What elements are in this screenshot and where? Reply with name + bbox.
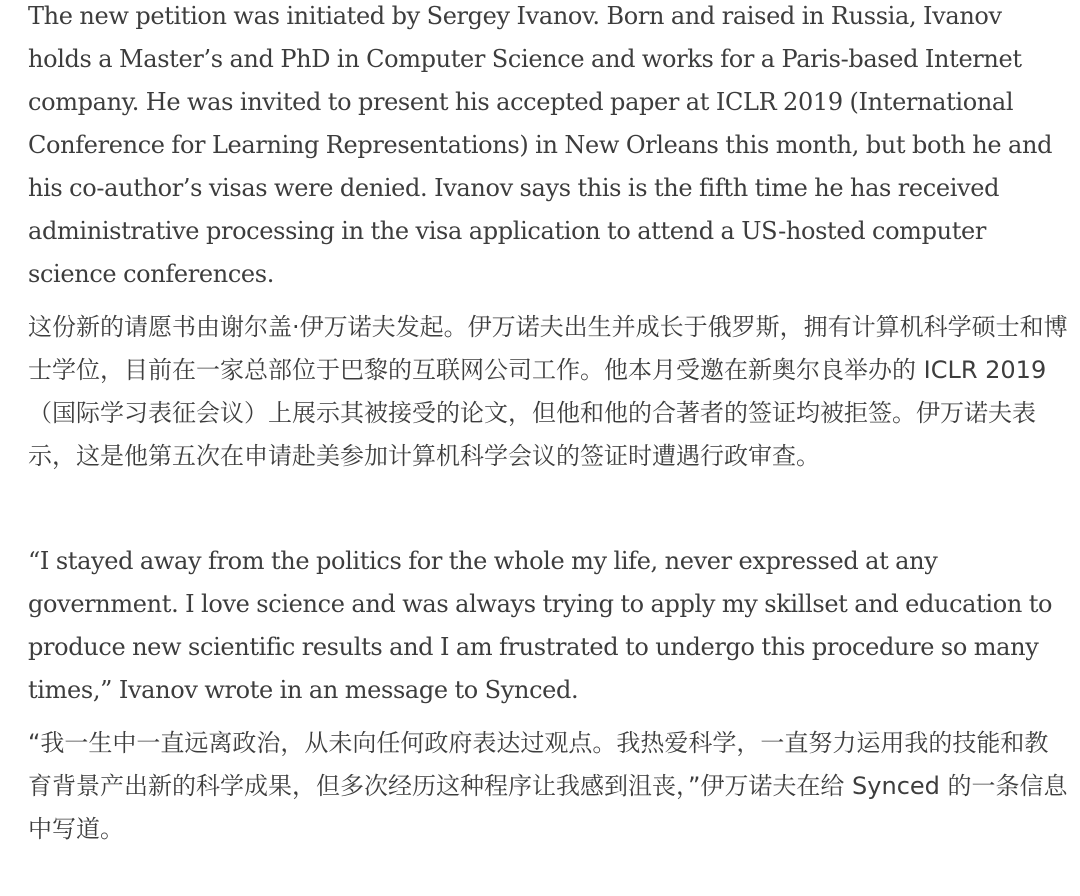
paragraph-chinese-quote: “我一生中一直远离政治，从未向任何政府表达过观点。我热爱科学，一直努力运用我的技能和教育背景产出新的科学成果，但多次经历这种程序让我感到沮丧，”伊万诺夫在给 Synced 的一条信息中写道。	[28, 729, 1068, 843]
paragraph-english-petition: The new petition was initiated by Sergey Ivanov. Born and raised in Russia, Ivanov holds a Master’s and PhD in Computer Science and works for a Paris-based Internet company. He was invited to present his accepted paper at ICLR 2019 (International Conference for Learning Representations) in New Orleans this month, but both he and his co-author’s visas were denied. Ivanov says this is the fifth time he has received administrative processing in the visa application to attend a US-hosted computer science conferences.	[28, 2, 1053, 288]
paragraph-english-quote: “I stayed away from the politics for the whole my life, never expressed at any government. I love science and was always trying to apply my skillset and education to produce new scientific results and I am frustrated to undergo this procedure so many times,” Ivanov wrote in an message to Synced.	[28, 547, 1053, 704]
article-body	[28, 0, 1068, 851]
paragraph-chinese-petition: 这份新的请愿书由谢尔盖·伊万诺夫发起。伊万诺夫出生并成长于俄罗斯，拥有计算机科学硕士和博士学位，目前在一家总部位于巴黎的互联网公司工作。他本月受邀在新奥尔良举办的 ICLR 2019（国际学习表征会议）上展示其被接受的论文，但他和他的合著者的签证均被拒签。伊万诺夫表示，这是他第五次在申请赴美参加计算机科学会议的签证时遭遇行政审查。	[28, 313, 1068, 470]
